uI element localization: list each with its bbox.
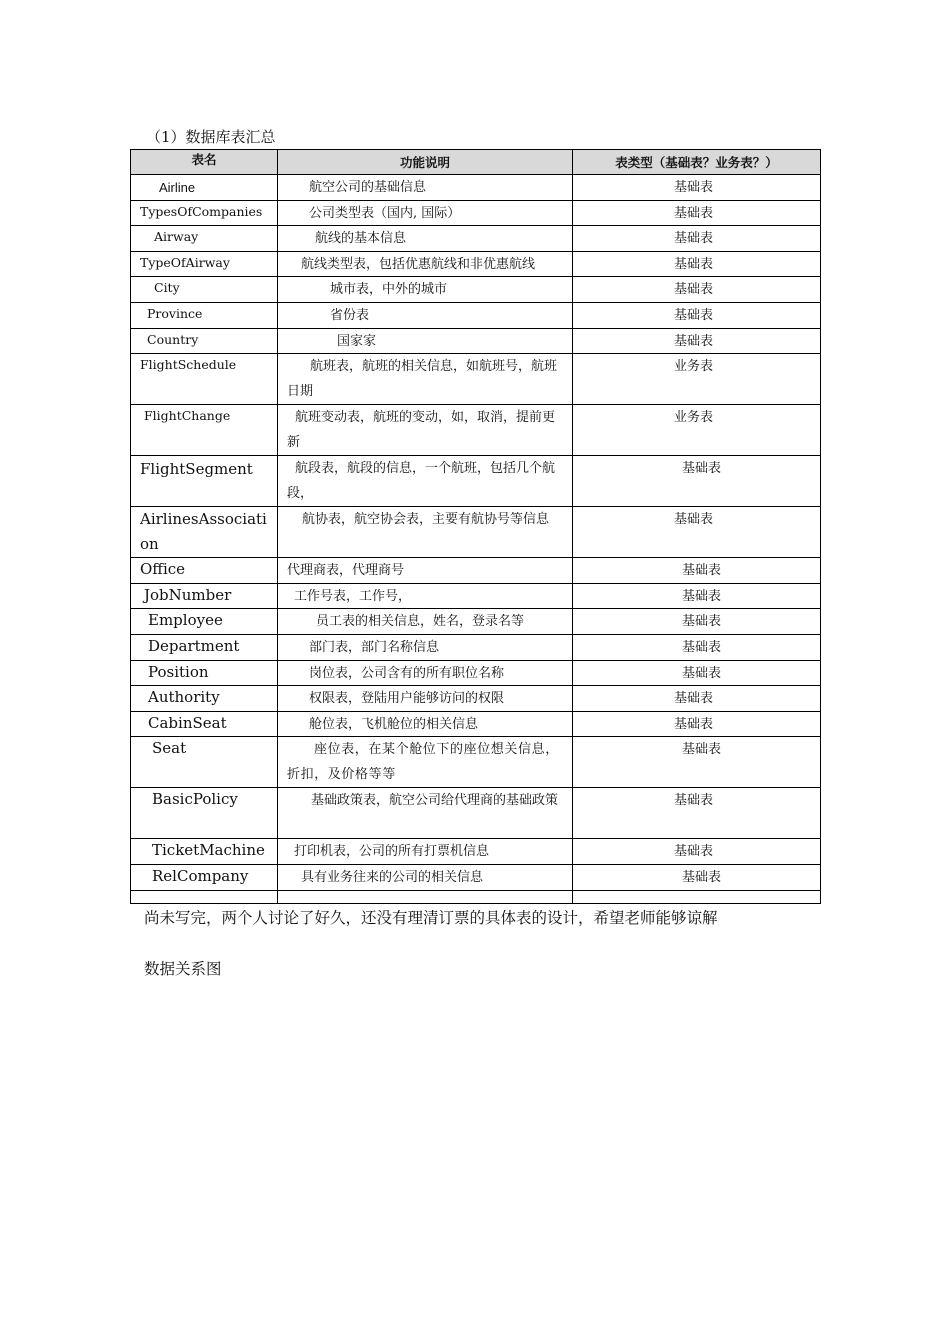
cell-name: Position xyxy=(131,660,278,686)
cell-desc: 权限表，登陆用户能够访问的权限 xyxy=(278,686,573,712)
cell-name: RelCompany xyxy=(131,864,278,890)
cell-name: CabinSeat xyxy=(131,711,278,737)
cell-name: TypesOfCompanies xyxy=(131,200,278,226)
cell-empty xyxy=(131,890,278,903)
cell-desc: 基础政策表，航空公司给代理商的基础政策 xyxy=(278,788,573,839)
database-table-summary xyxy=(130,149,821,904)
cell-desc: 岗位表，公司含有的所有职位名称 xyxy=(278,660,573,686)
cell-type: 基础表 xyxy=(573,226,821,252)
cell-type: 基础表 xyxy=(573,251,821,277)
cell-desc: 城市表，中外的城市 xyxy=(278,277,573,303)
cell-name: FlightSchedule xyxy=(131,354,278,405)
cell-type: 基础表 xyxy=(573,864,821,890)
cell-type: 基础表 xyxy=(573,788,821,839)
cell-type: 业务表 xyxy=(573,405,821,456)
cell-type: 基础表 xyxy=(573,609,821,635)
cell-name: JobNumber xyxy=(131,583,278,609)
header-description: 功能说明 xyxy=(278,150,573,175)
table-row xyxy=(131,456,821,507)
cell-type: 基础表 xyxy=(573,583,821,609)
section-title: （1）数据库表汇总 xyxy=(146,128,276,146)
cell-desc: 省份表 xyxy=(278,302,573,328)
cell-desc: 航线类型表，包括优惠航线和非优惠航线 xyxy=(278,251,573,277)
table-row xyxy=(131,609,821,635)
cell-name: Country xyxy=(131,328,278,354)
table-row xyxy=(131,558,821,584)
cell-desc: 航协表，航空协会表，主要有航协号等信息 xyxy=(278,507,573,558)
table-row xyxy=(131,583,821,609)
cell-name: TicketMachine xyxy=(131,839,278,865)
table-row xyxy=(131,175,821,201)
cell-desc: 国家家 xyxy=(278,328,573,354)
table-row-empty xyxy=(131,890,821,903)
cell-desc: 航班表，航班的相关信息，如航班号，航班日期 xyxy=(278,354,573,405)
table-row xyxy=(131,405,821,456)
cell-type: 基础表 xyxy=(573,200,821,226)
cell-name: Office xyxy=(131,558,278,584)
table-row xyxy=(131,354,821,405)
cell-type: 基础表 xyxy=(573,737,821,788)
table-row xyxy=(131,226,821,252)
cell-desc: 公司类型表（国内, 国际） xyxy=(278,200,573,226)
cell-name: Authority xyxy=(131,686,278,712)
cell-type: 基础表 xyxy=(573,328,821,354)
cell-name: TypeOfAirway xyxy=(131,251,278,277)
cell-desc: 航空公司的基础信息 xyxy=(278,175,573,201)
cell-desc: 部门表，部门名称信息 xyxy=(278,634,573,660)
cell-desc: 具有业务往来的公司的相关信息 xyxy=(278,864,573,890)
table-row xyxy=(131,634,821,660)
cell-desc: 员工表的相关信息，姓名，登录名等 xyxy=(278,609,573,635)
cell-name: Seat xyxy=(131,737,278,788)
cell-name: Department xyxy=(131,634,278,660)
note-paragraph: 尚未写完，两个人讨论了好久，还没有理清订票的具体表的设计，希望老师能够谅解 xyxy=(144,909,718,927)
cell-type: 业务表 xyxy=(573,354,821,405)
cell-type: 基础表 xyxy=(573,660,821,686)
table-row xyxy=(131,251,821,277)
table-row xyxy=(131,737,821,788)
cell-name: FlightSegment xyxy=(131,456,278,507)
cell-type: 基础表 xyxy=(573,277,821,303)
table-row xyxy=(131,200,821,226)
cell-type: 基础表 xyxy=(573,558,821,584)
table-row xyxy=(131,507,821,558)
cell-type: 基础表 xyxy=(573,175,821,201)
cell-name: City xyxy=(131,277,278,303)
cell-name: Employee xyxy=(131,609,278,635)
cell-desc: 航班变动表，航班的变动，如，取消，提前更新 xyxy=(278,405,573,456)
cell-type: 基础表 xyxy=(573,507,821,558)
table-row xyxy=(131,302,821,328)
cell-name: Airline xyxy=(131,175,278,201)
cell-empty xyxy=(573,890,821,903)
table-row xyxy=(131,686,821,712)
cell-desc: 座位表，在某个舱位下的座位想关信息，折扣，及价格等等 xyxy=(278,737,573,788)
table-row xyxy=(131,788,821,839)
table-row xyxy=(131,711,821,737)
subheading: 数据关系图 xyxy=(144,960,222,978)
cell-desc: 工作号表，工作号， xyxy=(278,583,573,609)
table-row xyxy=(131,277,821,303)
table-row xyxy=(131,328,821,354)
cell-desc: 舱位表，飞机舱位的相关信息 xyxy=(278,711,573,737)
cell-type: 基础表 xyxy=(573,302,821,328)
header-table-name: 表名 xyxy=(131,150,278,175)
table-header-row xyxy=(131,150,821,175)
cell-name: Province xyxy=(131,302,278,328)
table-row xyxy=(131,864,821,890)
cell-desc: 打印机表，公司的所有打票机信息 xyxy=(278,839,573,865)
cell-type: 基础表 xyxy=(573,456,821,507)
cell-name: FlightChange xyxy=(131,405,278,456)
cell-desc: 航段表，航段的信息，一个航班，包括几个航段， xyxy=(278,456,573,507)
table-row xyxy=(131,839,821,865)
cell-type: 基础表 xyxy=(573,634,821,660)
cell-desc: 代理商表，代理商号 xyxy=(278,558,573,584)
cell-name: AirlinesAssociation xyxy=(131,507,278,558)
cell-name: BasicPolicy xyxy=(131,788,278,839)
cell-name: Airway xyxy=(131,226,278,252)
cell-empty xyxy=(278,890,573,903)
cell-type: 基础表 xyxy=(573,686,821,712)
header-table-type: 表类型（基础表？业务表？） xyxy=(573,150,821,175)
table-row xyxy=(131,660,821,686)
cell-type: 基础表 xyxy=(573,839,821,865)
cell-type: 基础表 xyxy=(573,711,821,737)
cell-desc: 航线的基本信息 xyxy=(278,226,573,252)
